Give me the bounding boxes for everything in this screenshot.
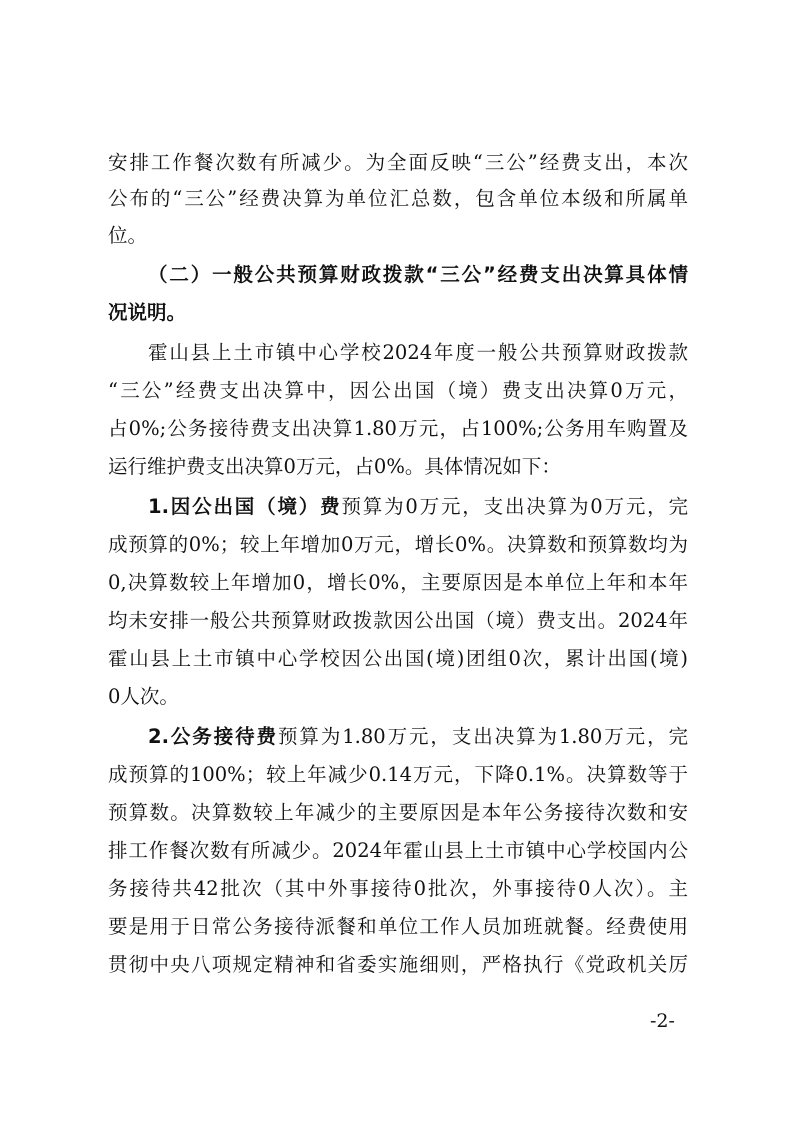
text-line-11: 成预算的0%；较上年增加0万元，增长0%。决算数和预算数均为 (108, 533, 688, 556)
item-1-title: 1.因公出国（境）费 (148, 495, 342, 518)
section-heading: （二）一般公共预算财政拨款“三公”经费支出决算具体情 (148, 263, 688, 286)
text-line-18: 预算数。决算数较上年减少的主要原因是本年公务接待次数和安 (108, 801, 688, 824)
text-line-12: 0,决算数较上年增加0，增长0%，主要原因是本单位上年和本年 (108, 571, 688, 594)
text-line-8: 占0%;公务接待费支出决算1.80万元，占100%;公务用车购置及 (108, 417, 688, 440)
item-2-line (148, 727, 688, 747)
text-line-19: 排工作餐次数有所减少。2024年霍山县上土市镇中心学校国内公 (108, 839, 688, 862)
text-line-2: 公布的“三公”经费决算为单位汇总数，包含单位本级和所属单 (108, 187, 688, 210)
text-line-9: 运行维护费支出决算0万元，占0%。具体情况如下： (108, 455, 561, 478)
text-line-7: “三公”经费支出决算中，因公出国（境）费支出决算0万元， (108, 379, 688, 402)
text-line-6: 霍山县上土市镇中心学校2024年度一般公共预算财政拨款 (148, 341, 688, 364)
text-line-13: 均未安排一般公共预算财政拨款因公出国（境）费支出。2024年 (108, 609, 688, 632)
page-number: -2- (650, 1010, 675, 1032)
text-line-21: 要是用于日常公务接待派餐和单位工作人员加班就餐。经费使用 (108, 915, 688, 938)
section-heading-cont: 况说明。 (108, 301, 187, 324)
item-1-text: 预算为0万元，支出决算为0万元，完 (341, 495, 688, 518)
text-line-3: 位。 (108, 224, 148, 247)
text-line-1: 安排工作餐次数有所减少。为全面反映“三公”经费支出，本次 (108, 151, 688, 174)
text-line-22: 贯彻中央八项规定精神和省委实施细则，严格执行《党政机关厉 (108, 953, 688, 976)
text-line-17: 成预算的100%；较上年减少0.14万元，下降0.1%。决算数等于 (108, 763, 688, 786)
text-line-14: 霍山县上土市镇中心学校因公出国(境)团组0次，累计出国(境) (108, 647, 688, 670)
text-line-15: 0人次。 (108, 685, 179, 708)
item-1-line (148, 497, 688, 517)
item-2-text: 预算为1.80万元，支出决算为1.80万元，完 (277, 725, 688, 748)
text-line-20: 务接待共42批次（其中外事接待0批次，外事接待0人次）。主 (108, 877, 688, 900)
item-2-title: 2.公务接待费 (148, 725, 278, 748)
